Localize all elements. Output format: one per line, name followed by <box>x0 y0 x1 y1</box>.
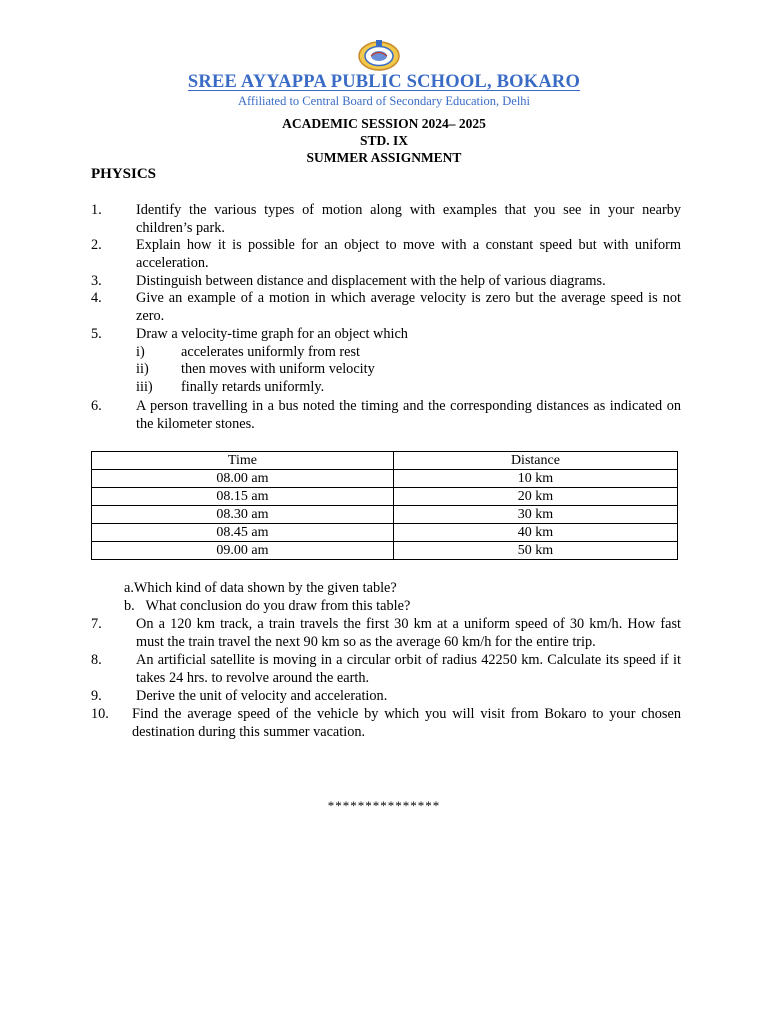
table-row <box>92 470 678 488</box>
end-mark: *************** <box>327 798 441 813</box>
question-text: An artificial satellite is moving in a circular orbit of radius 42250 km. Calculate its speed if it takes 24 hrs. to revolve around the earth. <box>136 652 681 686</box>
table-cell: 09.00 am <box>92 542 394 560</box>
table-header: Distance <box>393 452 677 470</box>
question-text: Distinguish between distance and displacement with the help of various diagrams. <box>136 273 606 289</box>
table-cell: 30 km <box>393 506 677 524</box>
question-text: A person travelling in a bus noted the timing and the corresponding distances as indicated on the kilometer stones. <box>136 398 681 432</box>
question-1 <box>91 202 681 237</box>
question-10 <box>91 706 681 741</box>
question-text: Identify the various types of motion along with examples that you see in your nearby children’s park. <box>136 202 681 236</box>
part-text: accelerates uniformly from rest <box>181 344 361 360</box>
assignment-title: SUMMER ASSIGNMENT <box>306 150 462 165</box>
table-cell: 08.30 am <box>92 506 394 524</box>
question-text: Find the average speed of the vehicle by which you will visit from Bokaro to your chosen destination during this summer vacation. <box>132 706 681 740</box>
question-number: 10. <box>91 706 109 722</box>
question-number: 5. <box>91 326 102 342</box>
part-label: i) <box>136 344 145 360</box>
q6-part-b <box>124 598 410 616</box>
question-text: Derive the unit of velocity and acceleration. <box>136 688 388 704</box>
question-number: 3. <box>91 273 102 289</box>
table-header-row <box>92 452 678 470</box>
question-text: On a 120 km track, a train travels the first 30 km at a uniform speed of 30 km/h. How fast must the train travel the next 90 km so as the average 60 km/h for the entire trip. <box>136 616 681 650</box>
question-text: Give an example of a motion in which average velocity is zero but the average speed is not zero. <box>136 290 681 324</box>
part-label: a. <box>124 580 134 596</box>
part-label: iii) <box>136 379 153 395</box>
question-number: 4. <box>91 290 102 306</box>
question-text: Draw a velocity-time graph for an object which <box>136 326 408 342</box>
table-row <box>92 542 678 560</box>
part-text: then moves with uniform velocity <box>181 361 375 377</box>
part-label: b. <box>124 598 135 614</box>
subject-heading: PHYSICS <box>91 166 157 182</box>
question-6 <box>91 398 681 433</box>
question-number: 7. <box>91 616 102 632</box>
part-text: What conclusion do you draw from this table? <box>145 598 411 614</box>
part-label: ii) <box>136 361 149 377</box>
table-cell: 08.45 am <box>92 524 394 542</box>
question-number: 1. <box>91 202 102 218</box>
question-number: 8. <box>91 652 102 668</box>
question-9 <box>91 688 681 706</box>
question-number: 2. <box>91 237 102 253</box>
part-text: finally retards uniformly. <box>181 379 325 395</box>
affiliation-text: Affiliated to Central Board of Secondary Education, Delhi <box>237 94 531 108</box>
question-8 <box>91 652 681 687</box>
table-cell: 20 km <box>393 488 677 506</box>
table-cell: 40 km <box>393 524 677 542</box>
question-3 <box>91 273 681 291</box>
question-number: 9. <box>91 688 102 704</box>
academic-session: ACADEMIC SESSION 2024– 2025 <box>282 116 486 131</box>
table-row <box>92 524 678 542</box>
question-7 <box>91 616 681 651</box>
table-header: Time <box>92 452 394 470</box>
table-cell: 50 km <box>393 542 677 560</box>
school-name: SREE AYYAPPA PUBLIC SCHOOL, BOKARO <box>187 72 581 92</box>
table-row <box>92 488 678 506</box>
question-5 <box>91 326 681 344</box>
question-2 <box>91 237 681 272</box>
question-text: Explain how it is possible for an object to move with a constant speed but with uniform acceleration. <box>136 237 681 271</box>
table-row <box>92 506 678 524</box>
table-cell: 10 km <box>393 470 677 488</box>
table-cell: 08.00 am <box>92 470 394 488</box>
standard-label: STD. IX <box>359 133 408 148</box>
school-logo-icon <box>357 36 401 72</box>
question-number: 6. <box>91 398 102 414</box>
question-4 <box>91 290 681 325</box>
table-cell: 08.15 am <box>92 488 394 506</box>
time-distance-table <box>91 451 678 560</box>
part-text: Which kind of data shown by the given table? <box>133 580 397 596</box>
q6-part-a <box>124 580 397 598</box>
